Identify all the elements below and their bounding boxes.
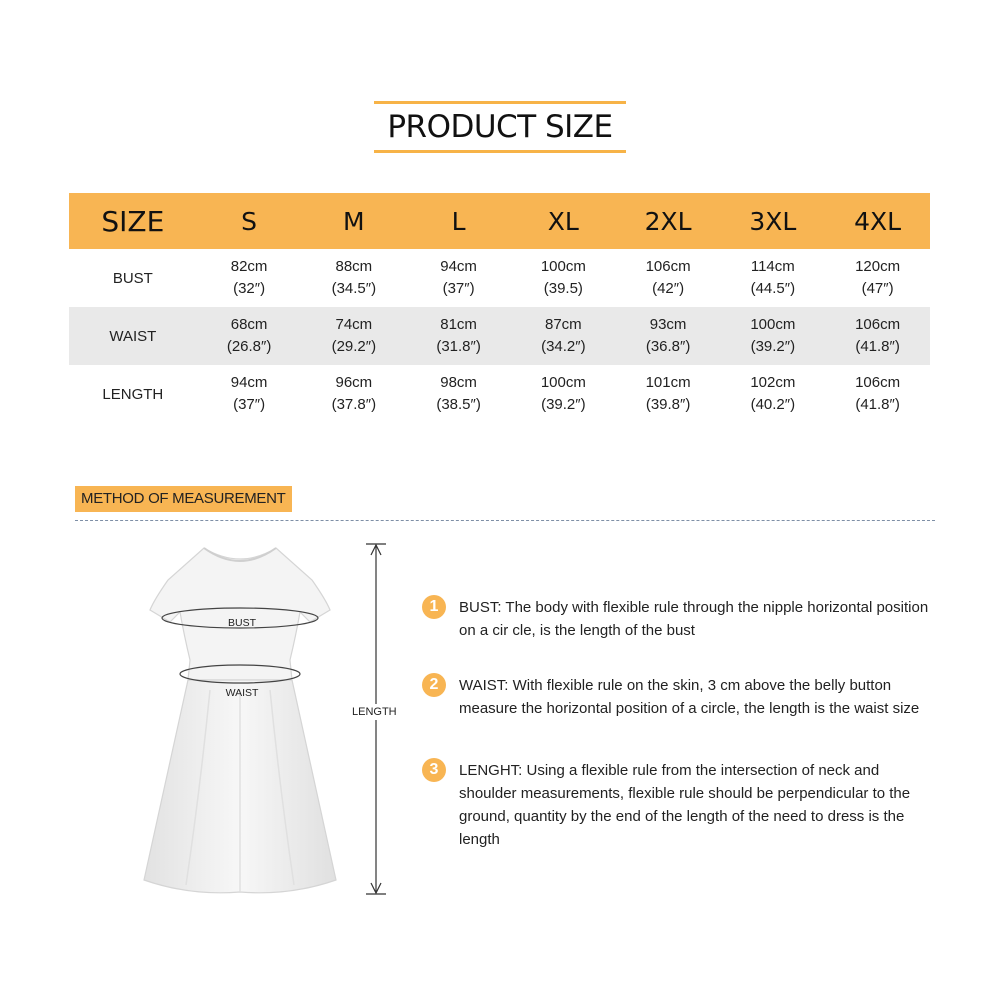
size-header-cell: M xyxy=(343,206,365,236)
inch-value: (40.2″) xyxy=(750,396,796,413)
inch-value: (34.2″) xyxy=(541,338,586,355)
inch-value: (39.2″) xyxy=(750,338,796,355)
instruction-text: LENGHT: Using a flexible rule from the intersection of neck and shoulder measurements, flexible rule should be perpendicular to the ground, quantity by the end of the length of the need to dress is the length xyxy=(459,762,911,848)
cm-value: 101cm xyxy=(645,374,691,391)
cm-value: 106cm xyxy=(645,258,691,275)
inch-value: (31.8″) xyxy=(436,338,481,355)
page-title: PRODUCT SIZE xyxy=(387,109,613,145)
row-label: WAIST xyxy=(109,327,157,345)
cm-value: 106cm xyxy=(855,374,901,391)
table-row-length xyxy=(69,365,930,423)
size-table-header xyxy=(69,193,930,249)
cm-value: 94cm xyxy=(230,374,268,391)
section-divider xyxy=(75,520,935,521)
table-cell xyxy=(197,256,302,300)
cm-value: 114cm xyxy=(750,258,795,275)
cm-value: 81cm xyxy=(440,316,477,333)
inch-value: (39.8″) xyxy=(645,396,691,413)
inch-value: (41.8″) xyxy=(855,396,900,413)
size-header-cell: XL xyxy=(547,206,579,236)
row-label: BUST xyxy=(112,269,153,287)
size-header-cell: 3XL xyxy=(749,206,797,236)
step-number-badge: 2 xyxy=(422,673,446,697)
step-number-badge: 3 xyxy=(422,758,446,782)
inch-value: (44.5″) xyxy=(750,280,796,297)
inch-value: (39.5) xyxy=(543,280,583,297)
bust-label: BUST xyxy=(227,617,257,629)
inch-value: (37″) xyxy=(233,396,266,413)
cm-value: 100cm xyxy=(540,374,586,391)
table-cell xyxy=(511,256,616,300)
dress-illustration xyxy=(140,540,340,900)
table-cell xyxy=(825,256,930,300)
cm-value: 102cm xyxy=(750,374,796,391)
length-label: LENGTH xyxy=(352,706,397,718)
table-cell xyxy=(616,256,721,300)
table-cell xyxy=(301,256,406,300)
cm-value: 88cm xyxy=(335,258,373,275)
title-top-rule xyxy=(374,101,626,104)
cm-value: 106cm xyxy=(855,316,901,333)
inch-value: (39.2″) xyxy=(541,396,586,413)
method-heading: METHOD OF MEASUREMENT xyxy=(75,486,292,512)
table-cell xyxy=(511,372,616,416)
cm-value: 98cm xyxy=(440,374,477,391)
cm-value: 96cm xyxy=(335,374,373,391)
cm-value: 100cm xyxy=(540,258,586,275)
table-cell xyxy=(511,314,616,358)
table-cell xyxy=(825,314,930,358)
inch-value: (41.8″) xyxy=(855,338,900,355)
row-label: LENGTH xyxy=(102,385,164,403)
inch-value: (36.8″) xyxy=(645,338,691,355)
table-row-bust xyxy=(69,249,930,307)
inch-value: (38.5″) xyxy=(436,396,481,413)
table-cell xyxy=(720,256,825,300)
instruction-text: WAIST: With flexible rule on the skin, 3 cm above the belly button measure the horizontal position of a circle, the length is the waist size xyxy=(459,677,920,717)
size-header-label: SIZE xyxy=(101,204,165,238)
table-cell xyxy=(825,372,930,416)
cm-value: 74cm xyxy=(335,316,373,333)
table-cell xyxy=(301,372,406,416)
size-header-cell: S xyxy=(241,206,258,236)
step-number-badge: 1 xyxy=(422,595,446,619)
cm-value: 100cm xyxy=(750,316,796,333)
title-bottom-rule xyxy=(374,150,626,153)
table-cell xyxy=(406,256,511,300)
inch-value: (37.8″) xyxy=(331,396,377,413)
instruction-text: BUST: The body with flexible rule through the nipple horizontal position on a cir cle, is the length of the bust xyxy=(459,599,929,639)
table-row-waist xyxy=(69,307,930,365)
table-cell xyxy=(406,314,511,358)
inch-value: (42″) xyxy=(652,280,685,297)
table-cell xyxy=(406,372,511,416)
waist-label: WAIST xyxy=(225,687,259,699)
table-cell xyxy=(720,372,825,416)
cm-value: 93cm xyxy=(649,316,687,333)
size-header-cell: L xyxy=(451,206,466,236)
table-cell xyxy=(197,314,302,358)
cm-value: 120cm xyxy=(855,258,901,275)
cm-value: 94cm xyxy=(440,258,477,275)
table-cell xyxy=(720,314,825,358)
inch-value: (34.5″) xyxy=(331,280,377,297)
inch-value: (26.8″) xyxy=(226,338,272,355)
size-table xyxy=(69,193,930,423)
inch-value: (29.2″) xyxy=(331,338,377,355)
dress-bodice xyxy=(150,548,330,680)
table-cell xyxy=(301,314,406,358)
cm-value: 87cm xyxy=(544,316,582,333)
inch-value: (32″) xyxy=(233,280,266,297)
size-header-cell: 4XL xyxy=(854,206,902,236)
table-cell xyxy=(616,372,721,416)
inch-value: (47″) xyxy=(861,280,894,297)
size-header-cell: 2XL xyxy=(644,206,692,236)
table-cell xyxy=(616,314,721,358)
table-cell xyxy=(197,372,302,416)
cm-value: 82cm xyxy=(230,258,268,275)
cm-value: 68cm xyxy=(230,316,268,333)
page-title-block xyxy=(374,101,626,153)
inch-value: (37″) xyxy=(442,280,475,297)
